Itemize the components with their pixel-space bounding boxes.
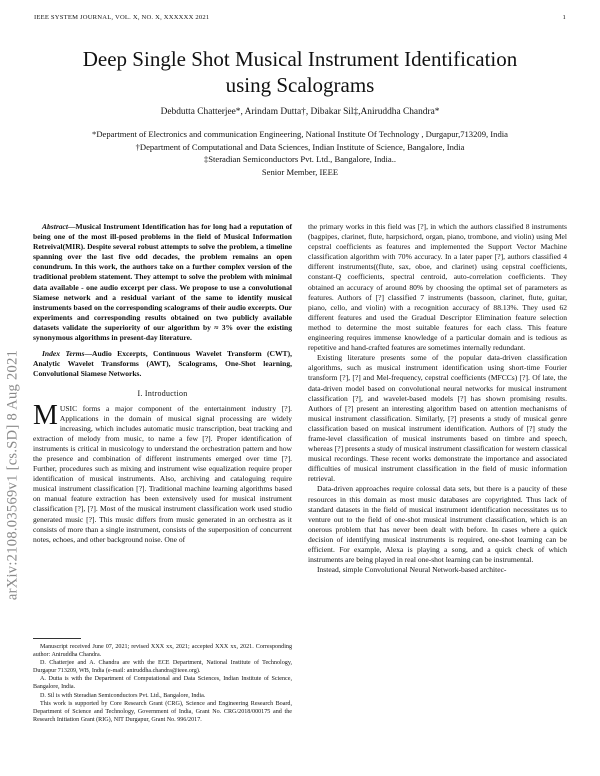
abstract-label: Abstract (42, 222, 68, 231)
footnote-rule (33, 638, 81, 639)
affiliation-4: Senior Member, IEEE (261, 166, 339, 177)
index-terms (33, 349, 292, 379)
paper-title (30, 46, 570, 98)
footnote-4: D. Sil is with Steradian Semiconductors Pvt. Ltd., Bangalore, India. (40, 692, 206, 699)
abstract (33, 222, 292, 343)
right-paragraph-2: Existing literature presents some of the popular data-driven classification algorithms, such as musical instrument identification using short-time Fourier transform [?], [?] and Mel-frequency, cepstral coefficients (MFCCs) [?]. Of late, the data-driven model based on convolutional neural networks for musical instrument classification [?], and wavelet-based models [?] has shown promising results. Authors of [?] present an interesting algorithm based on attention mechanisms of musical instrument classification. Similarly, [?] presents a study of musical genre classification based on musical instrument identification. Authors of [?] study the frame-level classification of musical instruments based on timbre and speech, whereas [?] presents a study of musical instrument classification for western classical musical recordings. These recent works demonstrate the importance and associated difficulties of musical instrument classification in the field of music information retrieval. (308, 353, 567, 484)
affiliation-2: †Department of Computational and Data Sciences, Indian Institute of Science, Bangalore, India (135, 141, 465, 152)
arxiv-id: arXiv:2108.03569v1 [cs.SD] 8 Aug 2021 (4, 349, 21, 601)
arxiv-stamp (6, 210, 20, 740)
abstract-text: —Musical Instrument Identification has for long had a reputation of being one of the most ill-posed problems in the field of Musical Information Retreival(MIR). Despite several robust attempts to solve the problem, a timeline spanning over the last five odd decades, the problem remains an open conundrum. In this work, the authors take on a further complex version of the traditional problem statement. They attempt to solve the problem with minimal data available - one audio excerpt per class. We propose to use a convolutional Siamese network and a residual variant of the same to identify musical instruments based on the corresponding scalograms of their audio excerpts. Our experiments and corresponding results obtained on two publicly available datasets validate the superiority of our algorithm by ≈ 3% over the existing synonymous algorithms in present-day literature. (33, 222, 292, 343)
index-terms-label: Index Terms (42, 349, 85, 359)
footnote-5: This work is supported by Core Research Grant (CRG), Science and Engineering Research Board, Department of Science and Technology, Government of India, Grant No. CRG/2018/000175 and the Research Initiation Grant (RIG), NIT Durgapur, Grant No. 996/2017. (33, 700, 292, 723)
intro-paragraph-1 (33, 399, 292, 545)
right-paragraph-4: Instead, simple Convolutional Neural Network-based architec- (317, 565, 507, 575)
right-paragraph-1: the primary works in this field was [?], in which the authors classified 8 instruments (bagpipes, clarinet, flute, harpsichord, organ, piano, trombone, and violin) using Mel cepstral coefficients as features and implemented the Support Vector Machine classification algorithm with 70% accuracy. In a later paper [?], authors classified 4 different instruments((flute, sax, oboe, and clarinet) using cepstral coefficients, constant-Q coefficients, spectral centroid, auto-correlation coefficients. They obtained an accuracy of around 80% by choosing the optimal set of parameters as features. Authors of [?] classified 7 instruments (bassoon, clarinet, flute, guitar, piano, cello, and violin) with a recognition accuracy of 88.13%. They used 62 different features and used the Gradual Descriptor Elimination feature selection method to determine the most suitable features for each class. This feature engineering requires immense knowledge of a particular domain and is tedious as repetitive and hand-crafted features are sometimes internally redundant. (308, 222, 567, 353)
right-column (308, 222, 567, 575)
title-line-1: Deep Single Shot Musical Instrument Identification (82, 47, 518, 71)
right-paragraph-3: Data-driven approaches require colossal data sets, but there is a paucity of these resources in this domain as most music databases are copyrighted. Thus lack of standard datasets in the field of musical instrument identification necessitates us to venture out to the field of one-shot musical instrument classification, which is an onerous problem that has never been dealt with before. In cases where a quick decision of identifying musical instruments is required, one-shot learning can be efficient. For example, Alexa is playing a song, and a quick check of which instruments are being played in real one-shot learning can be instrumental. (308, 484, 567, 565)
running-header (34, 14, 566, 21)
author-list: Debdutta Chatterjee*, Arindam Dutta†, Dibakar Sil‡,Aniruddha Chandra* (160, 107, 440, 117)
index-terms-text: —Audio Excerpts, Continuous Wavelet Transform (CWT), Analytic Wavelet Transforms (AWT), Scalograms, One-Shot learning, Convolutional Siamese Networks. (33, 349, 292, 379)
footnotes (33, 638, 292, 724)
title-line-2: using Scalograms (225, 73, 375, 97)
footnote-3: A. Dutta is with the Department of Computational and Data Sciences, Indian Institute of Science, Bangalore, India. (33, 676, 292, 691)
journal-header: IEEE SYSTEM JOURNAL, VOL. X, NO. X, XXXXXX 2021 (34, 14, 210, 21)
drop-cap: M (33, 399, 58, 431)
affiliations (20, 128, 580, 178)
section-heading: I. Introduction (137, 389, 188, 399)
page-number: 1 (562, 14, 566, 21)
affiliation-1: *Department of Electronics and communication Engineering, National Institute Of Technology , Durgapur,713209, India (92, 129, 508, 139)
footnote-2: D. Chatterjee and A. Chandra are with the ECE Department, National Institute of Technology, Durgapur 713209, WB, India (e-mail: aniruddha.chandra@ieee.org). (33, 660, 292, 675)
intro-paragraph-1-text: USIC forms a major component of the entertainment industry [?]. Applications in the domain of musical signal processing are widely increasing, which includes automatic music transcription, beat tracking and extraction of melody from music, to name a few [?]. Proper identification of instruments is critical in musicology to understand the orchestration pattern and how the presence and combination of different instruments emerged over time [?]. Further, procedures such as mixing and instrument wise equalization require proper identification of musical instruments. Also, archiving and cataloguing require musical instrument classification [?]. Traditional machine learning algorithms based on manual feature extraction has been extensively used for musical instrument classification [?], [?]. Most of the musical instrument classification work used studio generated music [?]. This music differs from music generated in an orchestra as it consists of more than a single instrument, consists of the superposition of concurrent notes, echoes, and other background noise. One of (33, 403, 292, 544)
left-column (33, 222, 292, 545)
footnote-1: Manuscript received June 07, 2021; revised XXX xx, 2021; accepted XXX xx, 2021. Corresponding author: Aniruddha Chandra. (33, 644, 292, 659)
affiliation-3: ‡Steradian Semiconductors Pvt. Ltd., Bangalore, India.. (203, 154, 397, 165)
